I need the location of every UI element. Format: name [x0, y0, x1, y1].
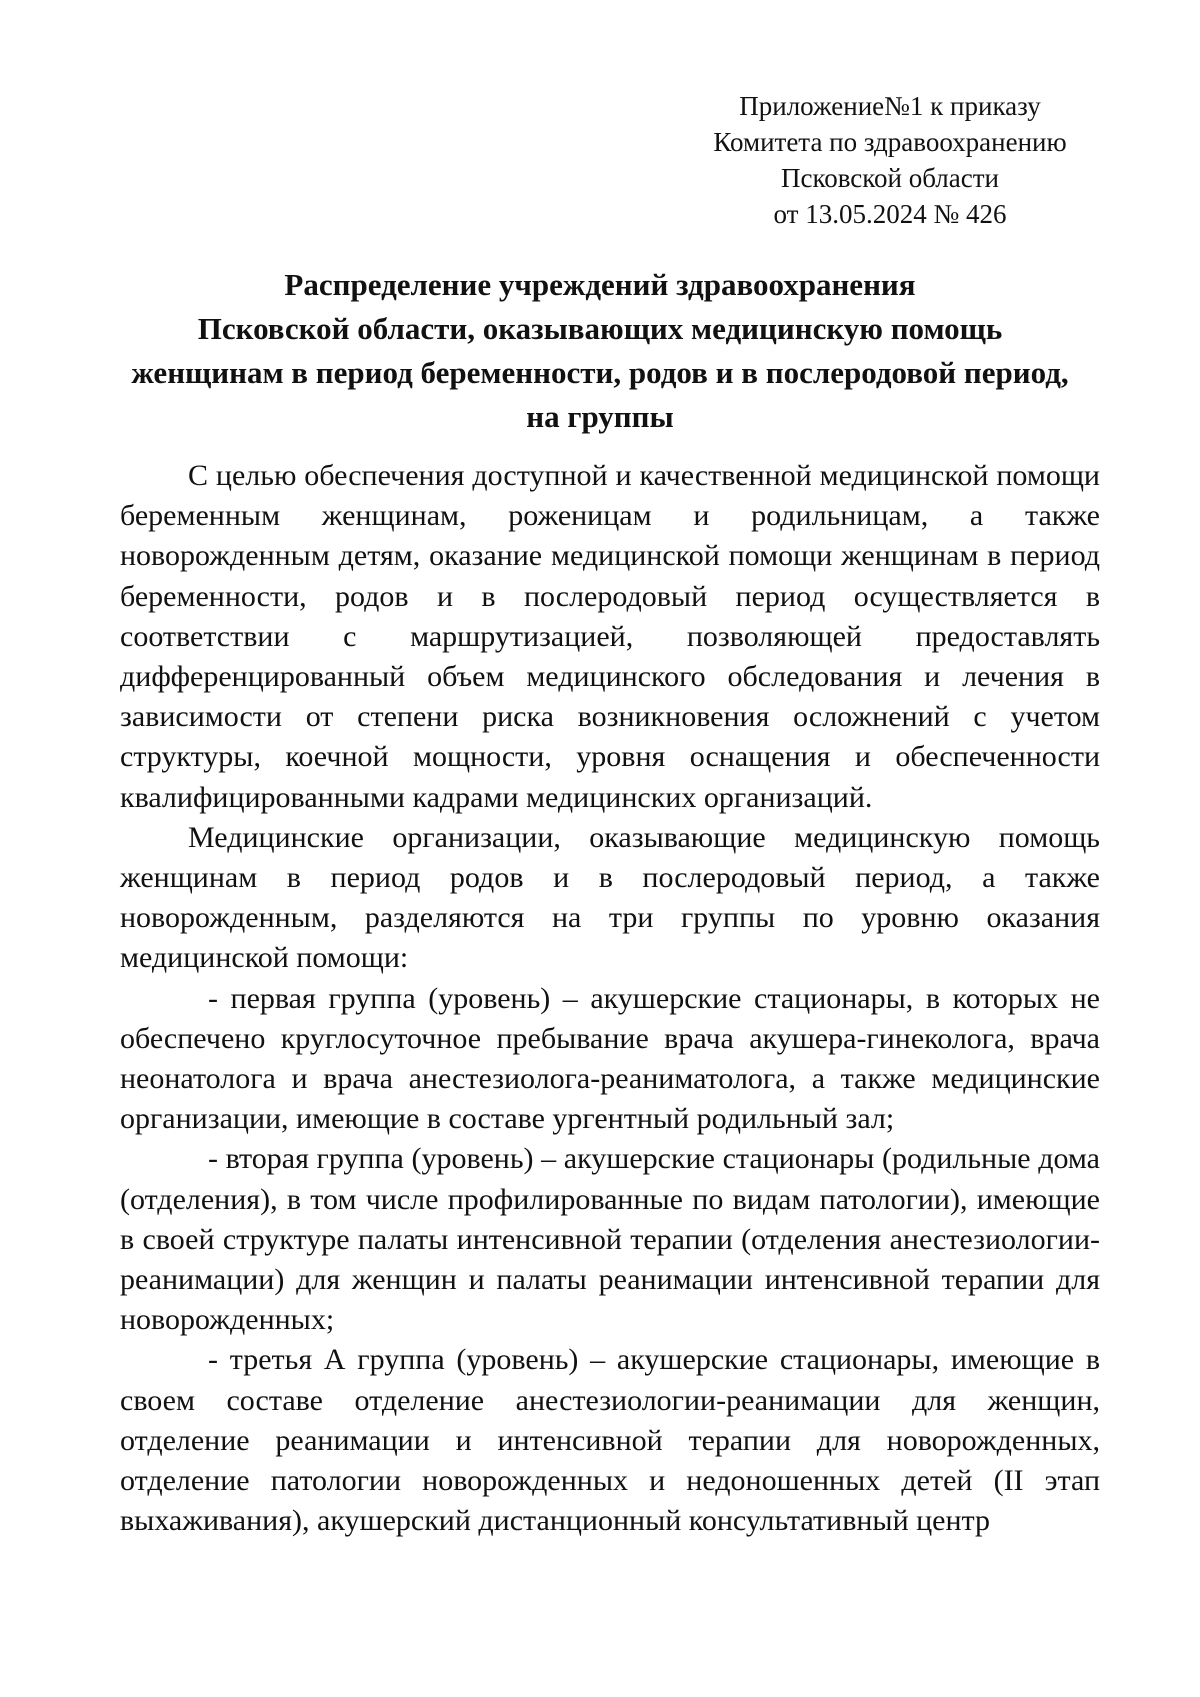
appendix-header — [700, 88, 1080, 232]
paragraph-groups-intro: Медицинские организации, оказывающие медицинскую помощь женщинам в период родов и в послеродовый период, а также новорожденным, разделяются на три группы по уровню оказания медицинской помощи: — [120, 820, 1100, 975]
appendix-line-3: Псковской области — [780, 163, 999, 193]
document-title — [120, 263, 1080, 439]
list-item-third-a-group: - третья А группа (уровень) – акушерские стационары, имеющие в своем составе отделение анестезиологии-реанимации для женщин, отделение реанимации и интенсивной терапии для новорожденных, отделение патологии новорожденных и недоношенных детей (II этап выхаживания), акушерский дистанционный консультативный центр — [120, 1343, 1100, 1538]
appendix-line-4: от 13.05.2024 № 426 — [773, 199, 1007, 229]
appendix-line-1: Приложение№1 к приказу — [739, 91, 1041, 121]
list-item-second-group: - вторая группа (уровень) – акушерские стационары (родильные дома (отделения), в том числе профилированные по видам патологии), имеющие в своей структуре палаты интенсивной терапии (отделения анестезиологии-реанимации) для женщин и палаты реанимации интенсивной терапии для новорожденных; — [120, 1142, 1100, 1337]
title-line-2: Псковской области, оказывающих медицинскую помощь — [197, 311, 1003, 346]
title-line-4: на группы — [526, 399, 674, 434]
document-body — [120, 456, 1100, 1541]
title-line-1: Распределение учреждений здравоохранения — [284, 267, 916, 302]
list-item-first-group: - первая группа (уровень) – акушерские стационары, в которых не обеспечено круглосуточное пребывание врача акушера-гинеколога, врача неонатолога и врача анестезиолога-реаниматолога, а также медицинские организации, имеющие в составе ургентный родильный зал; — [120, 981, 1100, 1136]
appendix-line-2: Комитета по здравоохранению — [713, 127, 1067, 157]
paragraph-purpose: С целью обеспечения доступной и качественной медицинской помощи беременным женщинам, роженицам и родильницам, а также новорожденным детям, оказание медицинской помощи женщинам в период беременности, родов и в послеродовый период осуществляется в соответствии с маршрутизацией, позволяющей предоставлять дифференцированный объем медицинского обследования и лечения в зависимости от степени риска возникновения осложнений с учетом структуры, коечной мощности, уровня оснащения и обеспеченности квалифицированными кадрами медицинских организаций. — [120, 459, 1100, 814]
title-line-3: женщинам в период беременности, родов и в послеродовой период, — [131, 355, 1069, 390]
